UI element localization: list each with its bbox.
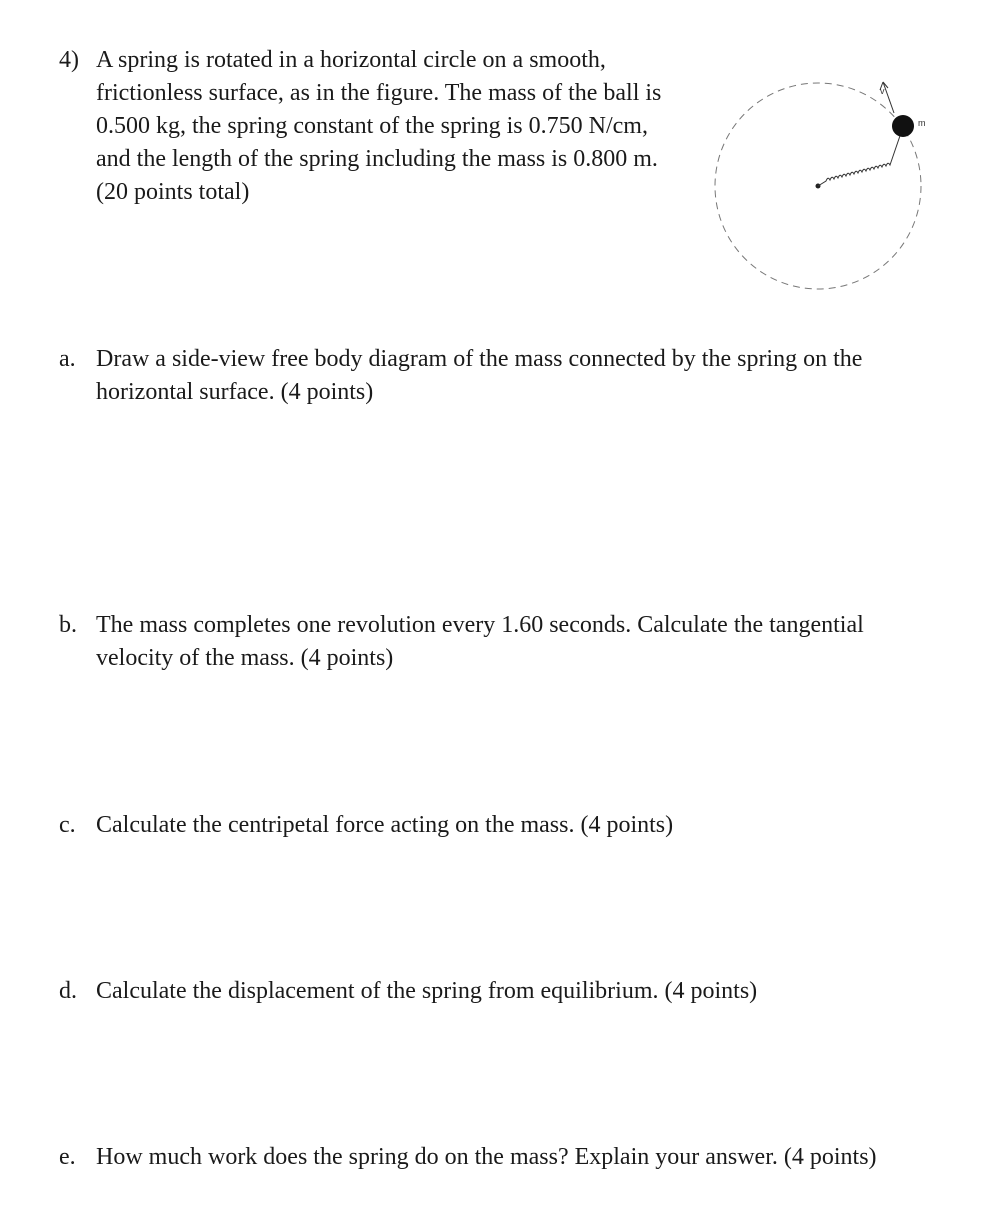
part-a-text [96, 343, 926, 409]
question-stem-line: and the length of the spring including the mass is 0.800 m. [96, 146, 658, 172]
question-stem-line: frictionless surface, as in the figure. The mass of the ball is [96, 80, 662, 106]
part-b-letter: b. [59, 612, 77, 638]
part-e-text [96, 1141, 926, 1174]
part-b-line: The mass completes one revolution every 1.60 seconds. Calculate the tangential [96, 612, 864, 638]
spring-circle-figure [700, 66, 940, 298]
part-a-line: horizontal surface. (4 points) [96, 379, 374, 405]
question-stem-line: 0.500 kg, the spring constant of the spring is 0.750 N/cm, [96, 113, 648, 139]
part-c-line: Calculate the centripetal force acting on the mass. (4 points) [96, 812, 674, 838]
part-b-line: velocity of the mass. (4 points) [96, 645, 394, 671]
part-d-text [96, 975, 926, 1008]
part-e-letter: e. [59, 1144, 76, 1170]
part-a-line: Draw a side-view free body diagram of the mass connected by the spring on the [96, 346, 863, 372]
part-a-letter: a. [59, 346, 76, 372]
part-e-line: How much work does the spring do on the mass? Explain your answer. (4 points) [96, 1144, 877, 1170]
question-stem-line: A spring is rotated in a horizontal circle on a smooth, [96, 47, 606, 73]
part-d-letter: d. [59, 978, 77, 1004]
question-number: 4) [59, 47, 79, 73]
question-stem [96, 44, 706, 209]
spring-coil [818, 127, 903, 186]
part-b-text [96, 609, 926, 675]
part-c-letter: c. [59, 812, 76, 838]
ball-mass [892, 115, 914, 137]
part-c-text [96, 809, 926, 842]
velocity-label: v [880, 86, 885, 96]
part-d-line: Calculate the displacement of the spring from equilibrium. (4 points) [96, 978, 758, 1004]
question-stem-line: (20 points total) [96, 179, 250, 205]
velocity-arrow [883, 82, 894, 113]
mass-label: m [918, 118, 926, 128]
